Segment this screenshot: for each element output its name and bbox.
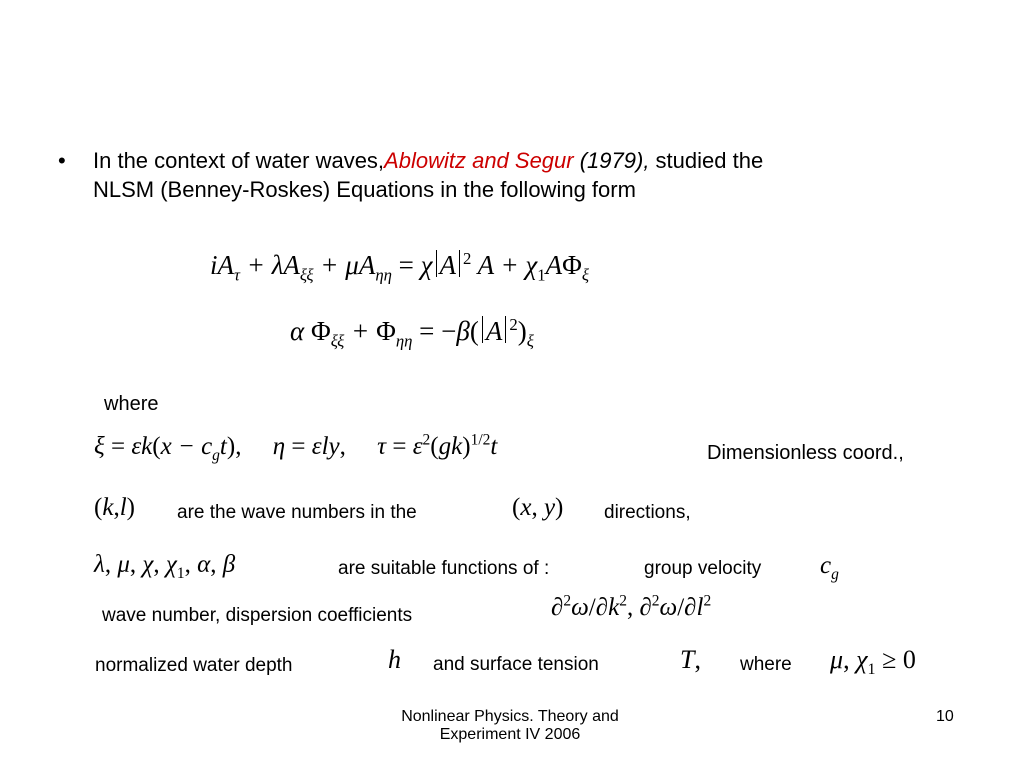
- wave-numbers-label: are the wave numbers in the: [177, 502, 417, 523]
- footer-title-line-1: Nonlinear Physics. Theory and: [401, 708, 619, 725]
- equation-nlsm-2: α $\Phi_{\xi\xi} + \Phi_{\eta\eta} = -\beta$( A $^2)_\xi$: [290, 315, 534, 351]
- wave-dispersion-label: wave number, dispersion coefficients: [102, 605, 413, 626]
- surface-tension-label: and surface tension: [433, 654, 599, 675]
- math-k-l: (k,l): [94, 494, 135, 521]
- water-depth-label: normalized water depth: [95, 655, 293, 676]
- bullet-line-2: NLSM (Benney-Roskes) Equations in the following form: [93, 177, 636, 202]
- bullet-marker: •: [58, 148, 66, 173]
- directions-label: directions,: [604, 502, 691, 523]
- math-condition: μ, $\chi_1 \ge 0$: [830, 645, 916, 679]
- dimensionless-label: Dimensionless coord.,: [707, 442, 904, 464]
- equation-nlsm-1: $iA_\tau + \lambda A_{\xi\xi} + \mu A_{\eta\eta} = \chi$ A $^2$ $A + \chi_1A\Phi_\xi$: [210, 249, 590, 285]
- footer-title-line-2: Experiment IV 2006: [439, 726, 581, 743]
- math-dispersion: $\partial^2\omega/\partial k^2$, $\partial^2\omega/\partial l^2$: [551, 592, 712, 621]
- group-velocity-label: group velocity: [644, 558, 762, 579]
- bullet-paragraph: [93, 146, 763, 204]
- where-label-2: where: [740, 654, 792, 675]
- page-number: 10: [936, 708, 954, 725]
- math-cg: $c_g$: [820, 552, 839, 583]
- math-x-y: (x, y): [512, 494, 564, 521]
- math-T: T,: [680, 645, 701, 674]
- bullet-text-after: studied the: [649, 148, 764, 173]
- bullet-text-before: In the context of water waves,: [93, 148, 385, 173]
- math-h: h: [388, 645, 401, 674]
- citation-year: (1979),: [573, 148, 650, 173]
- equation-coordinates: $\xi = \varepsilon k(x - c_gt)$, η = εly, $\tau = \varepsilon^2(gk)^{1/2}t$: [94, 431, 498, 464]
- math-parameters: λ, μ, χ, $\chi_1$, α, β: [94, 551, 236, 582]
- where-label: where: [104, 393, 159, 415]
- citation-authors: Ablowitz and Segur: [384, 148, 574, 173]
- footer-title: [350, 708, 670, 744]
- suitable-label: are suitable functions of :: [338, 558, 550, 579]
